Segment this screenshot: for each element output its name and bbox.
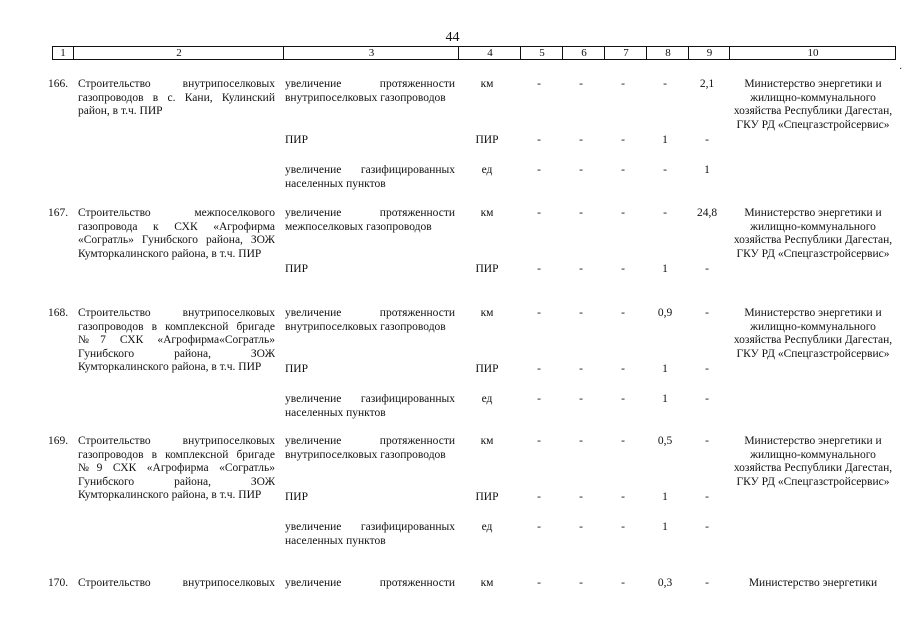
header-col-10: 10 — [729, 47, 896, 59]
header-col-3: 3 — [283, 47, 459, 59]
value-col-6: - — [579, 491, 583, 503]
value-col-9: - — [705, 577, 709, 589]
value-col-8: 1 — [662, 393, 668, 405]
value-col-6: - — [579, 435, 583, 447]
value-col-9: - — [705, 134, 709, 146]
value-col-7: - — [621, 435, 625, 447]
value-col-9: - — [705, 491, 709, 503]
value-col-5: - — [537, 435, 541, 447]
value-col-6: - — [579, 521, 583, 533]
header-col-5: 5 — [520, 47, 563, 59]
responsible-party: Министерство энергетики и жилищно-коммунального хозяйства Республики Дагестан, ГКУ РД «Спецгазстройсервис» — [733, 207, 893, 260]
row-number: 169. — [48, 435, 69, 447]
indicator: ПИР — [285, 134, 309, 146]
value-col-8: 0,3 — [657, 577, 673, 589]
value-col-8: 0,9 — [657, 307, 673, 319]
unit: км — [480, 207, 494, 219]
unit: км — [480, 435, 494, 447]
value-col-8: - — [663, 207, 667, 219]
row-number: 168. — [48, 307, 69, 319]
value-col-8: 1 — [662, 263, 668, 275]
value-col-6: - — [579, 134, 583, 146]
unit: ед — [481, 521, 493, 533]
unit: км — [480, 78, 494, 90]
responsible-party: Министерство энергетики и жилищно-коммунального хозяйства Республики Дагестан, ГКУ РД «Спецгазстройсервис» — [733, 78, 893, 131]
unit: км — [480, 577, 494, 589]
unit: ПИР — [475, 134, 499, 146]
value-col-7: - — [621, 521, 625, 533]
value-col-7: - — [621, 134, 625, 146]
value-col-5: - — [537, 307, 541, 319]
value-col-6: - — [579, 263, 583, 275]
indicator: увеличение протяженности внутрипоселковых газопроводов — [285, 435, 455, 461]
value-col-6: - — [579, 393, 583, 405]
value-col-6: - — [579, 78, 583, 90]
indicator: увеличение протяженности внутрипоселковых газопроводов — [285, 307, 455, 333]
indicator: ПИР — [285, 263, 309, 275]
value-col-8: 0,5 — [657, 435, 673, 447]
value-col-6: - — [579, 363, 583, 375]
value-col-9: 2,1 — [699, 78, 715, 90]
value-col-7: - — [621, 491, 625, 503]
header-col-6: 6 — [562, 47, 605, 59]
table-header — [52, 46, 896, 60]
header-col-2: 2 — [73, 47, 284, 59]
value-col-7: - — [621, 307, 625, 319]
margin-mark: · — [899, 64, 903, 75]
project-name: Строительство внутрипоселковых газопроводов в с. Кани, Кулинский район, в т.ч. ПИР — [78, 78, 275, 117]
value-col-9: - — [705, 307, 709, 319]
project-name: Строительство внутрипоселковых — [78, 577, 275, 589]
header-col-9: 9 — [688, 47, 730, 59]
project-name: Строительство внутрипоселковых газопроводов в комплексной бригаде №9 СХК «Агрофирма «Согратль» Гунибского района, ЗОЖ Кумторкалинского района, в т.ч. ПИР — [78, 435, 275, 501]
value-col-9: - — [705, 263, 709, 275]
value-col-7: - — [621, 393, 625, 405]
value-col-5: - — [537, 207, 541, 219]
value-col-8: - — [663, 78, 667, 90]
value-col-5: - — [537, 164, 541, 176]
header-col-8: 8 — [646, 47, 689, 59]
indicator: увеличение протяженности межпоселковых газопроводов — [285, 207, 455, 233]
value-col-9: - — [705, 363, 709, 375]
value-col-5: - — [537, 491, 541, 503]
unit: ед — [481, 164, 493, 176]
header-col-1: 1 — [60, 47, 66, 59]
unit: км — [480, 307, 494, 319]
indicator: ПИР — [285, 491, 309, 503]
project-name: Строительство межпоселкового газопровода к СХК «Агрофирма «Согратль» Гунибского района, ЗОЖ Кумторкалинского района, в т.ч. ПИР — [78, 207, 275, 260]
value-col-9: 24,8 — [696, 207, 718, 219]
value-col-6: - — [579, 577, 583, 589]
value-col-7: - — [621, 577, 625, 589]
value-col-8: 1 — [662, 521, 668, 533]
value-col-8: 1 — [662, 491, 668, 503]
value-col-9: - — [705, 521, 709, 533]
row-number: 166. — [48, 78, 69, 90]
value-col-8: 1 — [662, 134, 668, 146]
value-col-6: - — [579, 207, 583, 219]
value-col-5: - — [537, 134, 541, 146]
value-col-5: - — [537, 263, 541, 275]
indicator: увеличение протяженности внутрипоселковых газопроводов — [285, 78, 455, 104]
page-number: 44 — [445, 30, 460, 45]
row-number: 167. — [48, 207, 69, 219]
value-col-8: 1 — [662, 363, 668, 375]
value-col-9: - — [705, 435, 709, 447]
value-col-6: - — [579, 164, 583, 176]
responsible-party: Министерство энергетики и жилищно-коммунального хозяйства Республики Дагестан, ГКУ РД «Спецгазстройсервис» — [733, 435, 893, 488]
indicator: увеличение газифицированных населенных пунктов — [285, 164, 455, 190]
indicator: увеличение протяженности — [285, 577, 455, 589]
indicator: увеличение газифицированных населенных пунктов — [285, 521, 455, 547]
value-col-5: - — [537, 577, 541, 589]
value-col-5: - — [537, 363, 541, 375]
indicator: ПИР — [285, 363, 309, 375]
indicator: увеличение газифицированных населенных пунктов — [285, 393, 455, 419]
responsible-party: Министерство энергетики и жилищно-коммунального хозяйства Республики Дагестан, ГКУ РД «Спецгазстройсервис» — [733, 307, 893, 360]
value-col-8: - — [663, 164, 667, 176]
value-col-9: - — [705, 393, 709, 405]
value-col-9: 1 — [704, 164, 710, 176]
value-col-5: - — [537, 521, 541, 533]
unit: ПИР — [475, 491, 499, 503]
row-number: 170. — [48, 577, 69, 589]
value-col-5: - — [537, 393, 541, 405]
value-col-7: - — [621, 263, 625, 275]
responsible-party: Министерство энергетики — [748, 577, 878, 589]
header-col-4: 4 — [458, 47, 521, 59]
value-col-7: - — [621, 164, 625, 176]
value-col-6: - — [579, 307, 583, 319]
value-col-7: - — [621, 78, 625, 90]
value-col-7: - — [621, 363, 625, 375]
header-col-7: 7 — [604, 47, 647, 59]
value-col-5: - — [537, 78, 541, 90]
unit: ед — [481, 393, 493, 405]
unit: ПИР — [475, 363, 499, 375]
unit: ПИР — [475, 263, 499, 275]
project-name: Строительство внутрипоселковых газопроводов в комплексной бригаде №7 СХК «Агрофирма«Согратль» Гунибского района, ЗОЖ Кумторкалинского района, в т.ч. ПИР — [78, 307, 275, 373]
value-col-7: - — [621, 207, 625, 219]
